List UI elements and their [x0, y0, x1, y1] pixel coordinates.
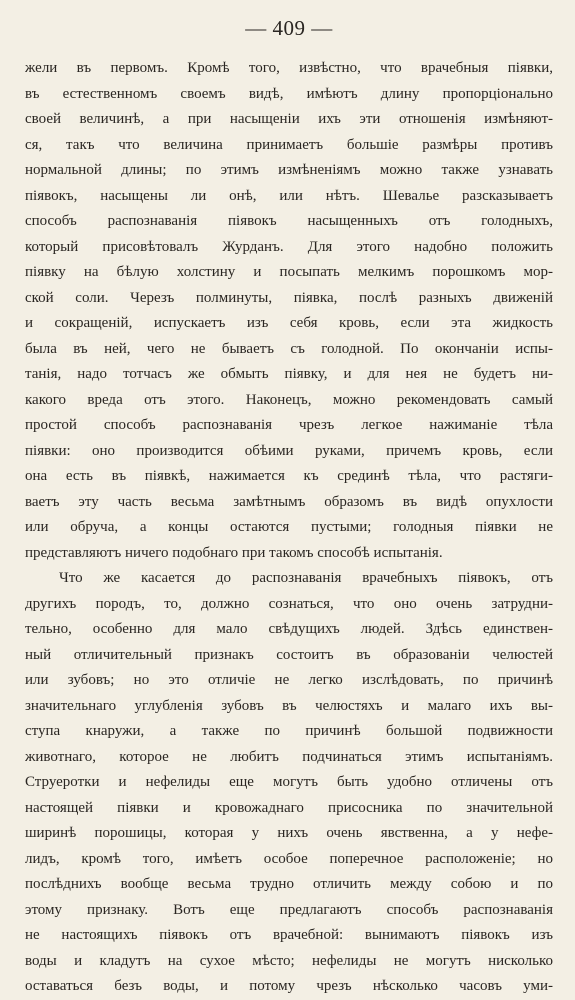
text-line: животнаго, которое не любитъ подчинаться этимъ испытаніямъ.: [25, 748, 553, 765]
text-line: и сокращеній, испускаетъ изъ себя кровь, если эта жидкость: [25, 315, 553, 331]
text-line: воды и кладутъ на сухое мѣсто; нефелиды не могутъ нисколько: [25, 952, 553, 969]
text-line: піявокъ, насыщены ли онѣ, или нѣтъ. Шевалье разсказываетъ: [25, 187, 553, 204]
text-line: ской соли. Черезъ полминуты, піявка, послѣ разныхъ движеній: [25, 289, 553, 306]
text-line: или обруча, а концы остаются пустыми; голодныя піявки не: [25, 519, 553, 535]
text-line: простой способъ распознаванія чрезъ легкое нажиманіе тѣла: [25, 417, 553, 433]
paragraph: [25, 566, 553, 1000]
text-line: или зубовъ; но это отличіе не легко изслѣдовать, по причинѣ: [25, 672, 553, 688]
text-line: оставаться безъ воды, и потому чрезъ нѣсколько часовъ уми-: [25, 978, 553, 994]
text-line: ступа кнаружи, а также по причинѣ большой подвижности: [25, 723, 553, 739]
text-line: своей величинѣ, а при насыщеніи ихъ эти отношенія измѣняют-: [25, 111, 553, 127]
text-line: она есть въ піявкѣ, нажимается къ срединѣ тѣла, что растяги-: [25, 468, 553, 484]
text-line: значительнаго углубленія зубовъ въ челюстяхъ и малаго ихъ вы-: [25, 697, 553, 714]
text-line: не настоящихъ піявокъ отъ врачебной: вынимаютъ піявокъ изъ: [25, 927, 553, 943]
text-line: піявку на бѣлую холстину и посыпать мелкимъ порошкомъ мор-: [25, 264, 553, 280]
text-line: послѣднихъ вообще весьма трудно отличить между собою и по: [25, 876, 553, 892]
paragraph: [25, 56, 553, 566]
text-line: ся, такъ что величина принимаетъ большіе размѣры противъ: [25, 136, 553, 153]
text-line: представляютъ ничего подобнаго при такомъ способѣ испытанія.: [25, 544, 443, 561]
text-line: Что же касается до распознаванія врачебныхъ піявокъ, отъ: [59, 570, 553, 586]
text-line: ширинѣ порошицы, которая у нихъ очень явственна, а у нефе-: [25, 825, 553, 841]
text-line: настоящей піявки и кровожаднаго присосника по значительной: [25, 799, 553, 816]
text-line: жели въ первомъ. Кромѣ того, извѣстно, что врачебныя піявки,: [25, 60, 553, 76]
text-line: который присовѣтовалъ Журданъ. Для этого надобно положить: [25, 238, 553, 255]
text-line: этому признаку. Вотъ еще предлагаютъ способъ распознаванія: [25, 901, 553, 918]
text-line: Струеротки и нефелиды еще могутъ быть удобно отличены отъ: [25, 774, 553, 790]
text-line: танія, надо тотчасъ же обмыть піявку, и для нея не будетъ ни-: [25, 366, 553, 382]
page-number: — 409 —: [245, 16, 333, 40]
text-line: способъ распознаванія піявокъ насыщенныхъ отъ голодныхъ,: [25, 213, 553, 229]
text-line: ный отличительный признакъ состоитъ въ образованіи челюстей: [25, 646, 553, 663]
text-line: лидъ, кромѣ того, имѣетъ особое поперечное расположеніе; но: [25, 850, 553, 867]
text-line: нормальной длины; по этимъ измѣненіямъ можно также узнавать: [25, 162, 553, 178]
text-line: въ естественномъ своемъ видѣ, имѣютъ длину пропорціонально: [25, 85, 553, 102]
text-line: тельно, особенно для мало свѣдущихъ людей. Здѣсь единствен-: [25, 621, 553, 637]
body-text: [25, 56, 553, 1000]
text-line: была въ ней, чего не бываетъ съ голодной. По окончаніи испы-: [25, 340, 553, 357]
text-line: какого вреда отъ этого. Наконецъ, можно рекомендовать самый: [25, 391, 553, 408]
text-line: другихъ породъ, то, должно сознаться, что оно очень затрудни-: [25, 595, 553, 612]
text-line: піявки: оно производится обѣими руками, причемъ кровь, если: [25, 442, 553, 459]
text-line: ваетъ эту часть весьма замѣтнымъ образомъ въ видѣ опухлости: [25, 493, 553, 510]
